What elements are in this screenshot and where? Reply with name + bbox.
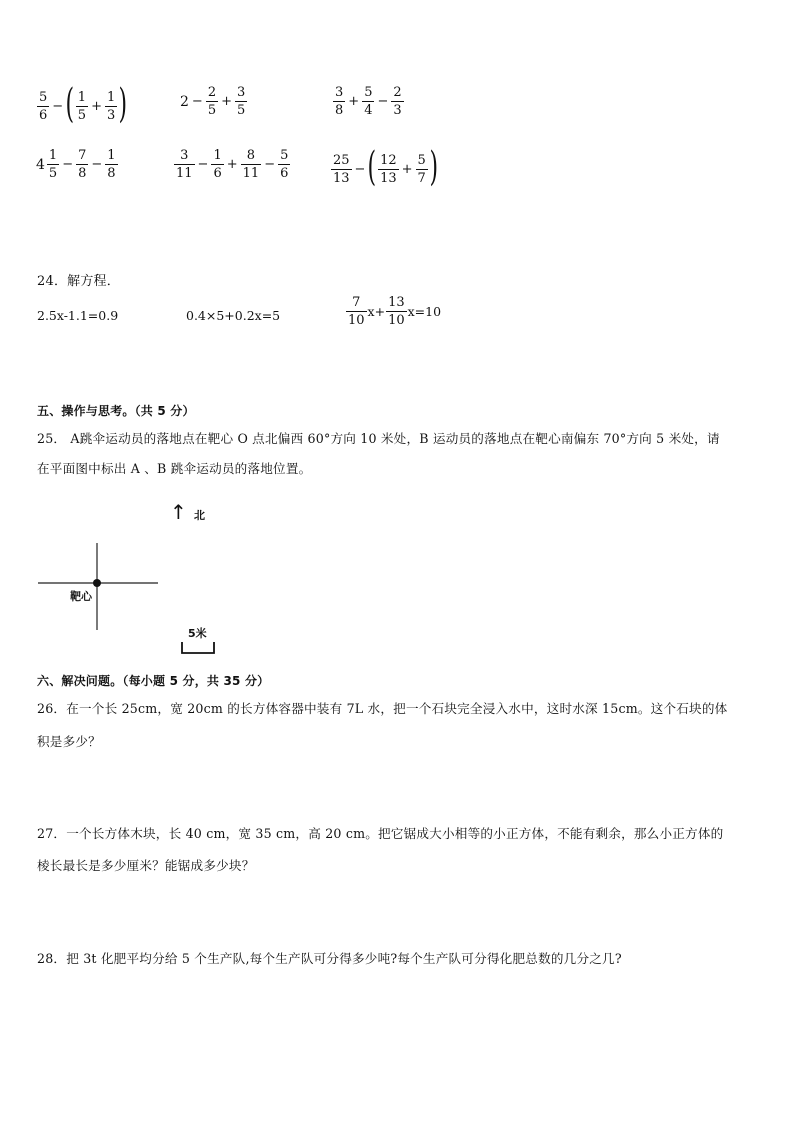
compass-diagram [0, 495, 260, 670]
operator: + [401, 161, 413, 177]
bullseye-point [93, 579, 101, 587]
numerator: 2 [393, 85, 402, 100]
numerator: 7 [78, 148, 87, 163]
fraction [416, 154, 428, 185]
fraction [174, 149, 195, 180]
equation-2: 0.4×5+0.2x=5 [186, 308, 281, 323]
operator: − [197, 157, 209, 172]
denominator: 8 [78, 166, 87, 181]
scale-label: 5米 [188, 627, 207, 640]
denominator: 3 [393, 103, 402, 118]
denominator: 13 [380, 170, 397, 186]
operator: − [377, 94, 389, 109]
section-6-heading: 六、解决问题。（每小题 5 分，共 35 分） [37, 674, 270, 688]
numerator: 3 [335, 85, 344, 100]
denominator: 10 [348, 313, 365, 328]
operator: − [191, 94, 203, 109]
variable-term: x+ [367, 304, 386, 319]
denominator: 5 [77, 107, 87, 123]
fraction [386, 296, 407, 327]
whole-number: 4 [36, 156, 45, 173]
fraction [47, 149, 59, 180]
denominator: 5 [207, 103, 217, 118]
q27-line-2: 棱长最长是多少厘米？能锯成多少块？ [37, 858, 255, 873]
q25-line-1: 25． A跳伞运动员的落地点在靶心 O 点北偏西 60°方向 10 米处，B 运动员的落地点在靶心南偏东 70°方向 5 米处，请 [37, 431, 720, 446]
denominator: 7 [417, 170, 426, 186]
q26-line-1: 26．在一个长 25cm，宽 20cm 的长方体容器中装有 7L 水，把一个石块完全浸入水中，这时水深 15cm。这个石块的体 [37, 701, 728, 716]
operator: + [91, 98, 102, 114]
denominator: 11 [242, 166, 260, 181]
scale-bar [182, 642, 214, 653]
q25-line-2: 在平面图中标出 A 、B 跳伞运动员的落地位置。 [37, 461, 312, 476]
equation-1: 2.5x-1.1=0.9 [37, 308, 119, 323]
fraction [378, 154, 399, 185]
denominator: 5 [237, 103, 246, 118]
variable-term: x=10 [407, 304, 442, 319]
fraction [391, 86, 403, 117]
section-5-heading: 五、操作与思考。（共 5 分） [37, 404, 195, 418]
numerator: 12 [380, 152, 397, 168]
operator: − [91, 157, 103, 172]
expression-3 [332, 86, 405, 117]
fraction [333, 86, 345, 117]
expression-5 [173, 149, 291, 180]
operator: − [264, 157, 276, 172]
numerator: 5 [280, 148, 289, 163]
numerator: 5 [417, 152, 426, 168]
denominator: 10 [388, 313, 405, 328]
denominator: 6 [39, 107, 48, 123]
denominator: 8 [335, 103, 344, 118]
fraction [105, 91, 117, 122]
fraction [241, 149, 262, 180]
numerator: 7 [352, 295, 361, 310]
fraction [278, 149, 290, 180]
numerator: 3 [180, 148, 189, 163]
q26-line-2: 积是多少？ [37, 734, 101, 749]
denominator: 8 [107, 166, 116, 181]
operator: − [52, 98, 64, 114]
equation-3 [345, 296, 441, 327]
numerator: 1 [213, 148, 222, 163]
numerator: 1 [77, 89, 87, 105]
numerator: 1 [107, 148, 116, 163]
denominator: 6 [213, 166, 222, 181]
denominator: 5 [48, 166, 58, 181]
numerator: 1 [48, 148, 58, 163]
numerator: 2 [207, 85, 217, 100]
numerator: 13 [388, 295, 405, 310]
fraction [211, 149, 223, 180]
numerator: 25 [333, 152, 350, 168]
whole-number: 2 [180, 93, 189, 110]
compass-svg [0, 495, 260, 670]
operator: − [62, 157, 74, 172]
fraction [362, 86, 374, 117]
denominator: 6 [280, 166, 289, 181]
right-paren: ) [429, 144, 438, 190]
left-paren: ( [367, 144, 377, 190]
denominator: 4 [364, 103, 373, 118]
q28-line-1: 28．把 3t 化肥平均分给 5 个生产队,每个生产队可分得多少吨?每个生产队可分得化肥总数的几分之几? [37, 951, 622, 966]
q24-title: 24．解方程． [37, 274, 120, 289]
fraction [76, 149, 88, 180]
north-label: 北 [194, 509, 205, 522]
fraction [37, 91, 49, 122]
numerator: 5 [364, 85, 373, 100]
operator: − [354, 161, 366, 177]
denominator: 11 [176, 166, 193, 181]
expression-2 [180, 86, 248, 117]
numerator: 5 [39, 89, 48, 105]
north-arrow-icon: ↑ [170, 500, 187, 524]
bullseye-label: 靶心 [70, 590, 92, 603]
right-paren: ) [118, 81, 128, 127]
operator: + [221, 94, 233, 109]
numerator: 8 [246, 148, 256, 163]
fraction [331, 154, 352, 185]
fraction [206, 86, 218, 117]
left-paren: ( [65, 81, 75, 127]
operator: + [348, 94, 360, 109]
expression-6 [330, 144, 438, 190]
fraction [346, 296, 367, 327]
expression-4 [36, 149, 119, 180]
numerator: 3 [237, 85, 246, 100]
denominator: 13 [333, 170, 350, 186]
operator: + [226, 157, 238, 172]
fraction [105, 149, 117, 180]
numerator: 1 [106, 89, 116, 105]
q27-line-1: 27．一个长方体木块，长 40 cm，宽 35 cm，高 20 cm。把它锯成大小相等的小正方体，不能有剩余，那么小正方体的 [37, 826, 724, 841]
expression-1 [36, 81, 128, 127]
fraction [76, 91, 88, 122]
fraction [235, 86, 247, 117]
denominator: 3 [106, 107, 116, 123]
